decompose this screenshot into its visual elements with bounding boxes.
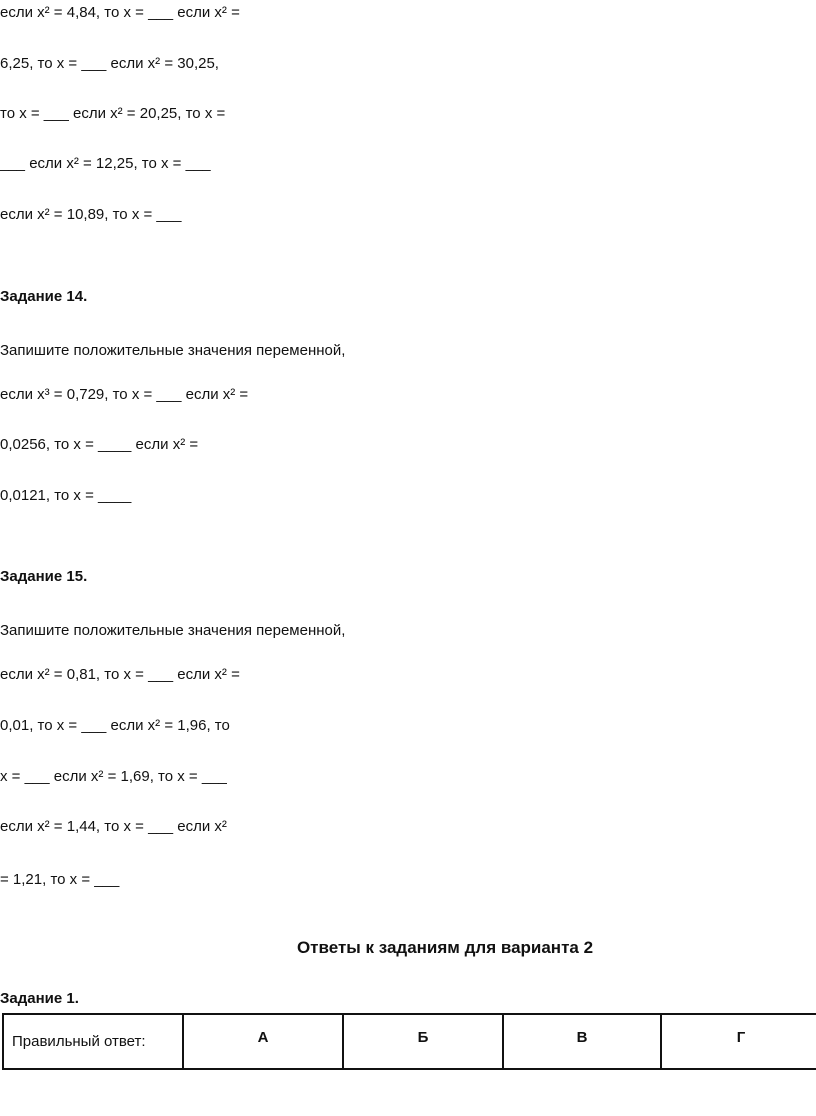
- task13-line-3: то x = ___ если x² = 20,25, то x =: [0, 105, 226, 122]
- task15-title: Задание 15.: [0, 568, 88, 585]
- task13-line-1: если x² = 4,84, то x = ___ если x² =: [0, 4, 240, 21]
- answer-label-cell: Правильный ответ:: [3, 1014, 183, 1069]
- task14-line-3: 0,0121, то x = ____: [0, 487, 132, 504]
- task13-line-4: ___ если x² = 12,25, то x = ___: [0, 155, 211, 172]
- answers-task1-title: Задание 1.: [0, 990, 79, 1007]
- task13-line-2: 6,25, то x = ___ если x² = 30,25,: [0, 55, 219, 72]
- task15-instruction: Запишите положительные значения переменной,: [0, 622, 346, 639]
- answer-table: [2, 1013, 816, 1070]
- task14-title: Задание 14.: [0, 288, 88, 305]
- answer-column-a: А: [183, 1014, 343, 1069]
- answers-heading: Ответы к заданиям для варианта 2: [296, 938, 594, 957]
- task15-line-5: = 1,21, то x = ___: [0, 871, 120, 888]
- task14-instruction: Запишите положительные значения переменной,: [0, 342, 346, 359]
- task15-line-1: если x² = 0,81, то x = ___ если x² =: [0, 666, 240, 683]
- answer-table-row: [3, 1014, 816, 1069]
- task15-line-3: x = ___ если x² = 1,69, то x = ___: [0, 768, 227, 785]
- task13-line-5: если x² = 10,89, то x = ___: [0, 206, 182, 223]
- task14-line-2: 0,0256, то x = ____ если x² =: [0, 436, 199, 453]
- answer-column-g: Г: [661, 1014, 816, 1069]
- task15-line-2: 0,01, то x = ___ если x² = 1,96, то: [0, 717, 230, 734]
- answer-column-v: В: [503, 1014, 661, 1069]
- task14-line-1: если x³ = 0,729, то x = ___ если x² =: [0, 386, 249, 403]
- task15-line-4: если x² = 1,44, то x = ___ если x²: [0, 818, 227, 835]
- answer-column-b: Б: [343, 1014, 503, 1069]
